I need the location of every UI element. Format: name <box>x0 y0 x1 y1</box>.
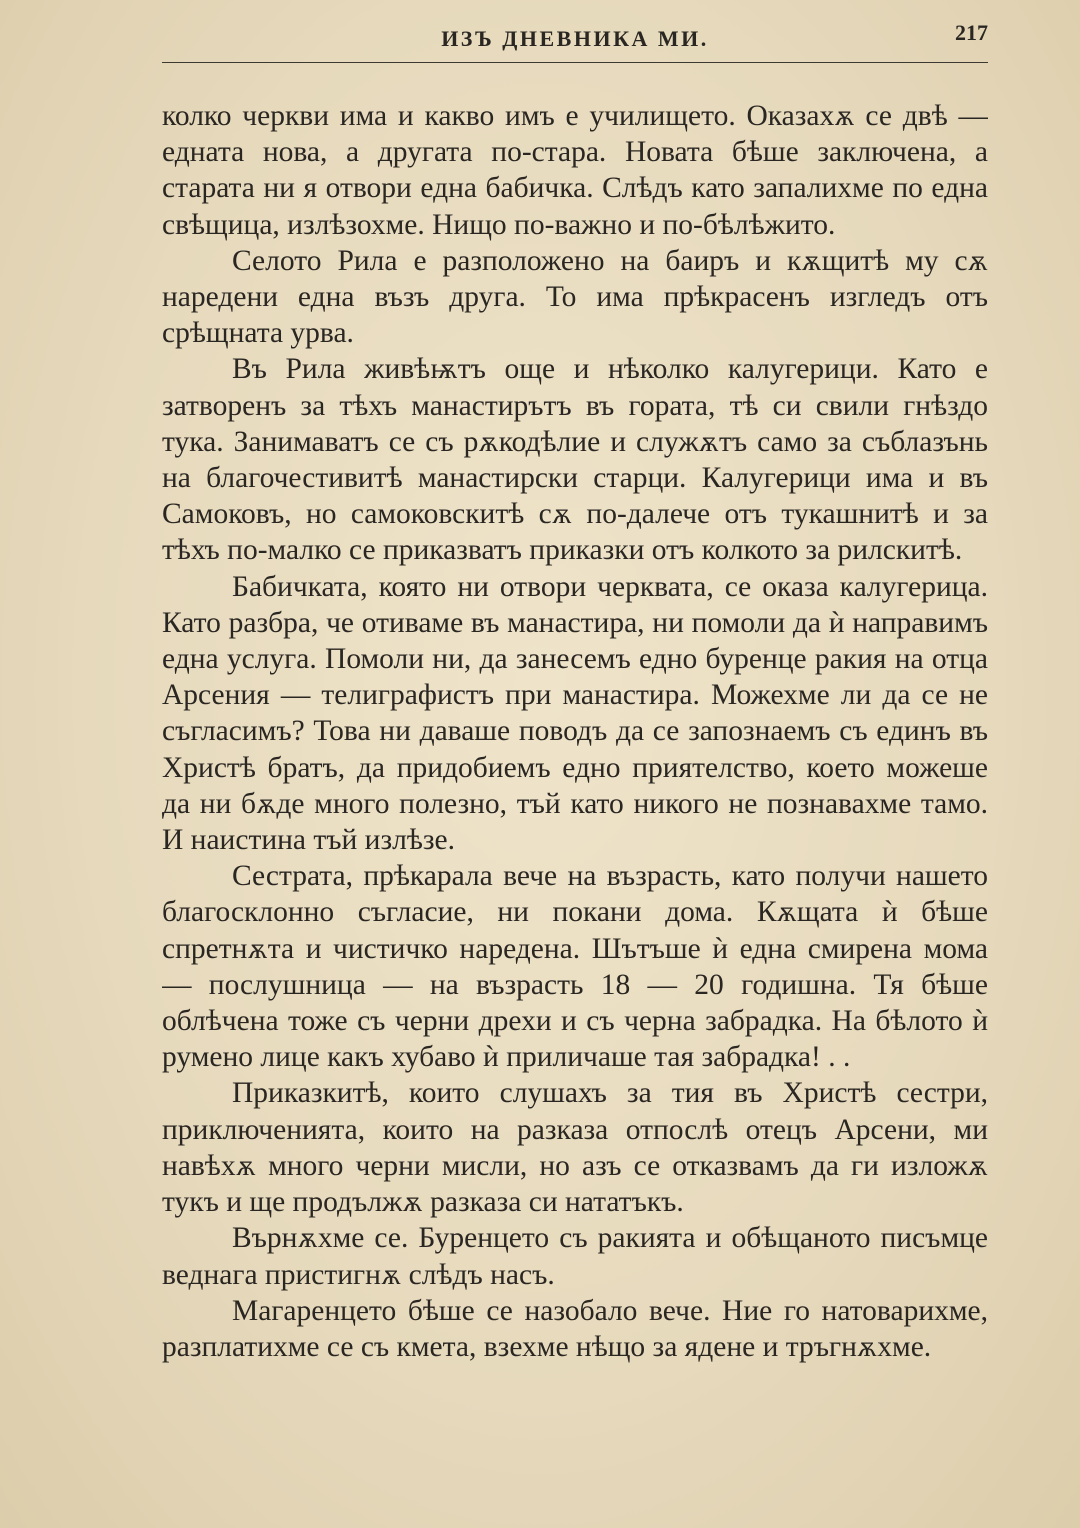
paragraph: Приказкитѣ, които слушахъ за тия въ Христѣ сестри, приключенията, които на разказа отпослѣ отецъ Арсени, ми навѣхѫ много черни мисли, но азъ се отказвамъ да ги изложѫ тукъ и ще продължѫ разказа си нататъкъ. <box>162 1077 988 1219</box>
paragraph: Селото Рила е разположено на баиръ и кѫщитѣ му сѫ наредени една възъ друга. То има прѣкрасенъ изгледъ отъ срѣщната урва. <box>162 244 988 350</box>
paragraph: Сестрата, прѣкарала вече на възрасть, като получи нашето благосклонно съгласие, ни покани дома. Кѫщата ѝ бѣше спретнѫта и чистичко наредена. Шътъше ѝ една смирена мома — послушница — на възрасть 18 — 20 годишна. Тя бѣше облѣчена тоже съ черни дрехи и съ черна забрадка. На бѣлото ѝ румено лице какъ хубаво ѝ приличаше тая забрадка! . . <box>162 860 988 1074</box>
page-number: 217 <box>955 20 988 45</box>
body-text <box>162 98 988 1528</box>
running-header <box>162 18 988 63</box>
paragraph: Върнѫхме се. Буренцето съ ракията и обѣщаното писъмце веднага пристигнѫ слѣдъ насъ. <box>162 1222 988 1291</box>
paragraph: Магаренцето бѣше се назобало вече. Ние го натоварихме, разплатихме се съ кмета, взехме нѣщо за ядене и тръгнѫхме. <box>162 1294 988 1363</box>
paragraph: Бабичката, която ни отвори черквата, се оказа калугерица. Като разбра, че отиваме въ манастира, ни помоли да ѝ направимъ една услуга. Помоли ни, да занесемъ едно буренце ракия на отца Арсения — телиграфистъ при манастира. Можехме ли да се не съгласимъ? Това ни даваше поводъ да се запознаемъ съ единъ въ Христѣ братъ, да придобиемъ едно приятелство, което можеше да ни бѫде много полезно, тъй като никого не познавахме тамо. И наистина тъй излѣзе. <box>162 570 988 857</box>
running-title: ИЗЪ ДНЕВНИКА МИ. <box>441 26 709 51</box>
paragraph: колко черкви има и какво имъ е училището. Оказахѫ се двѣ — едната нова, а другата по-стара. Новата бѣше заключена, а старата ни я отвори една бабичка. Слѣдъ като запалихме по една свѣщица, излѣзохме. Нищо по-важно и по-бѣлѣжито. <box>162 100 988 241</box>
paragraph: Въ Рила живѣѭтъ още и нѣколко калугерици. Като е затворенъ за тѣхъ манастирътъ въ гората, тѣ си свили гнѣздо тука. Занимаватъ се съ рѫкодѣлие и служѫтъ само за съблазънь на благочестивитѣ манастирски старци. Калугерици има и въ Самоковъ, но самоковскитѣ сѫ по-далече отъ тукашнитѣ и за тѣхъ по-малко се приказватъ приказки отъ колкото за рилскитѣ. <box>162 353 988 567</box>
